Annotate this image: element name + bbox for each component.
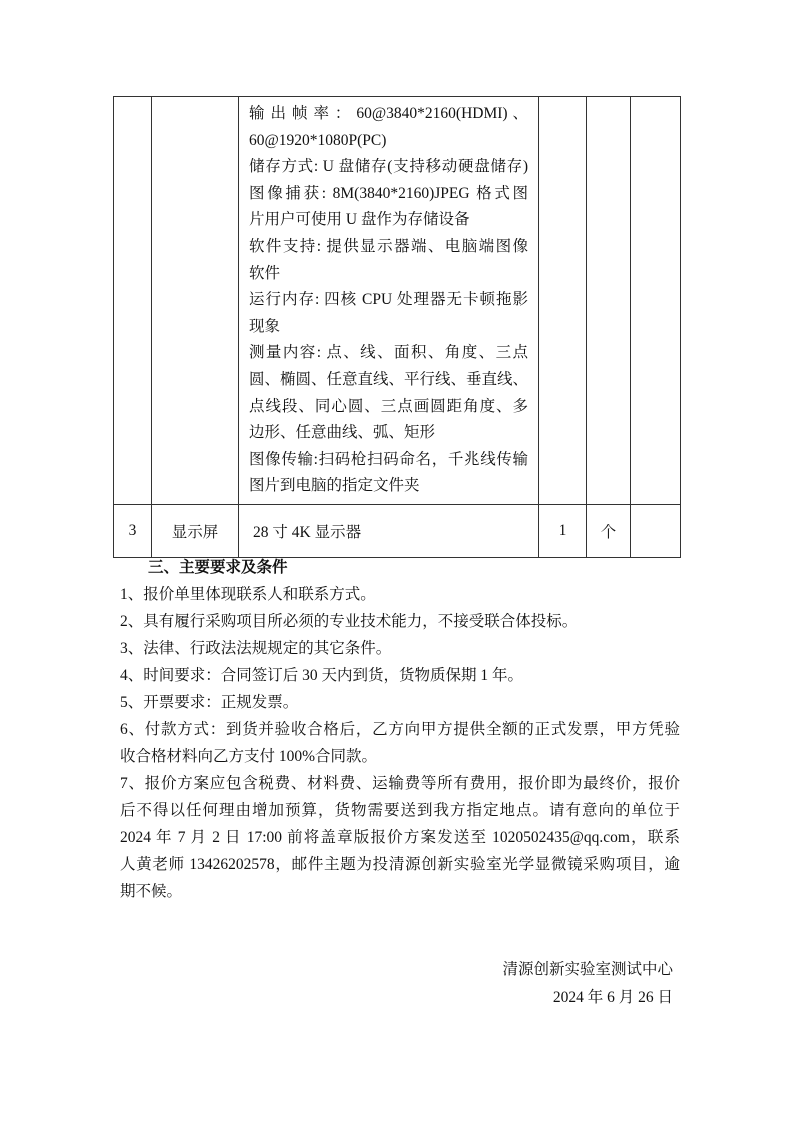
cell-spec: 28 寸 4K 显示器: [239, 504, 539, 557]
requirement-line: 5、开票要求：正规发票。: [120, 694, 299, 711]
spec-line: 图像传输:扫码枪扫码命名，千兆线传输: [249, 450, 529, 468]
spec-line: 测量内容: 点、线、面积、角度、三点: [249, 344, 529, 362]
signature-date: 2024 年 6 月 26 日: [552, 989, 673, 1006]
cell-name: 显示屏: [152, 504, 239, 557]
table-row: [114, 504, 681, 557]
spec-line: 储存方式: U 盘储存(支持移动硬盘储存): [249, 158, 529, 176]
spec-line: 图像捕获: 8M(3840*2160)JPEG 格式图: [249, 184, 529, 202]
signature-org: 清源创新实验室测试中心: [502, 961, 673, 978]
requirement-line: 后不得以任何理由增加预算，货物需要送到我方指定地点。请有意向的单位于: [120, 802, 680, 819]
requirement-line: 期不候。: [120, 883, 183, 900]
requirement-line: 3、法律、行政法法规规定的其它条件。: [120, 640, 392, 657]
cell-spec: [239, 97, 539, 505]
section-heading: 三、主要要求及条件: [148, 559, 288, 576]
requirement-line: 6、付款方式：到货并验收合格后，乙方向甲方提供全额的正式发票，甲方凭验: [120, 721, 680, 738]
spec-line: 圆、椭圆、任意直线、平行线、垂直线、: [249, 370, 529, 388]
spec-line: 60@1920*1080P(PC): [249, 131, 387, 149]
cell-remark: [631, 504, 681, 557]
equipment-table: [113, 96, 681, 558]
cell-no: 3: [114, 504, 152, 557]
requirement-line: 收合格材料向乙方支付 100%合同款。: [120, 748, 378, 765]
spec-line: 运行内存: 四核 CPU 处理器无卡顿拖影: [249, 291, 529, 309]
cell-unit: [587, 97, 631, 505]
cell-qty: [539, 97, 587, 505]
spec-line: 点线段、同心圆、三点画圆距角度、多: [249, 397, 529, 415]
spec-line: 片用户可使用 U 盘作为存储设备: [249, 211, 470, 229]
spec-line: 边形、任意曲线、弧、矩形: [249, 424, 436, 442]
requirement-line: 人黄老师 13426202578，邮件主题为投清源创新实验室光学显微镜采购项目，逾: [120, 856, 680, 873]
table-row: [114, 97, 681, 505]
cell-no: [114, 97, 152, 505]
requirement-line: 7、报价方案应包含税费、材料费、运输费等所有费用，报价即为最终价，报价: [120, 775, 680, 792]
spec-line: 软件: [249, 264, 281, 282]
spec-line: 软件支持: 提供显示器端、电脑端图像: [249, 237, 529, 255]
requirement-line: 2、具有履行采购项目所必须的专业技术能力，不接受联合体投标。: [120, 613, 578, 630]
cell-name: [152, 97, 239, 505]
spec-line: 输 出 帧 率 ： 60@3840*2160(HDMI) 、: [249, 105, 529, 122]
requirement-line: 4、时间要求：合同签订后 30 天内到货，货物质保期 1 年。: [120, 667, 524, 684]
cell-remark: [631, 97, 681, 505]
spec-line: 图片到电脑的指定文件夹: [249, 477, 420, 495]
requirements-section: [120, 554, 680, 905]
spec-line: 现象: [249, 317, 281, 335]
requirement-line: 1、报价单里体现联系人和联系方式。: [120, 586, 376, 603]
cell-qty: 1: [539, 504, 587, 557]
cell-unit: 个: [587, 504, 631, 557]
requirement-line: 2024 年 7 月 2 日 17:00 前将盖章版报价方案发送至 1020502435@qq.com，联系: [120, 829, 680, 846]
